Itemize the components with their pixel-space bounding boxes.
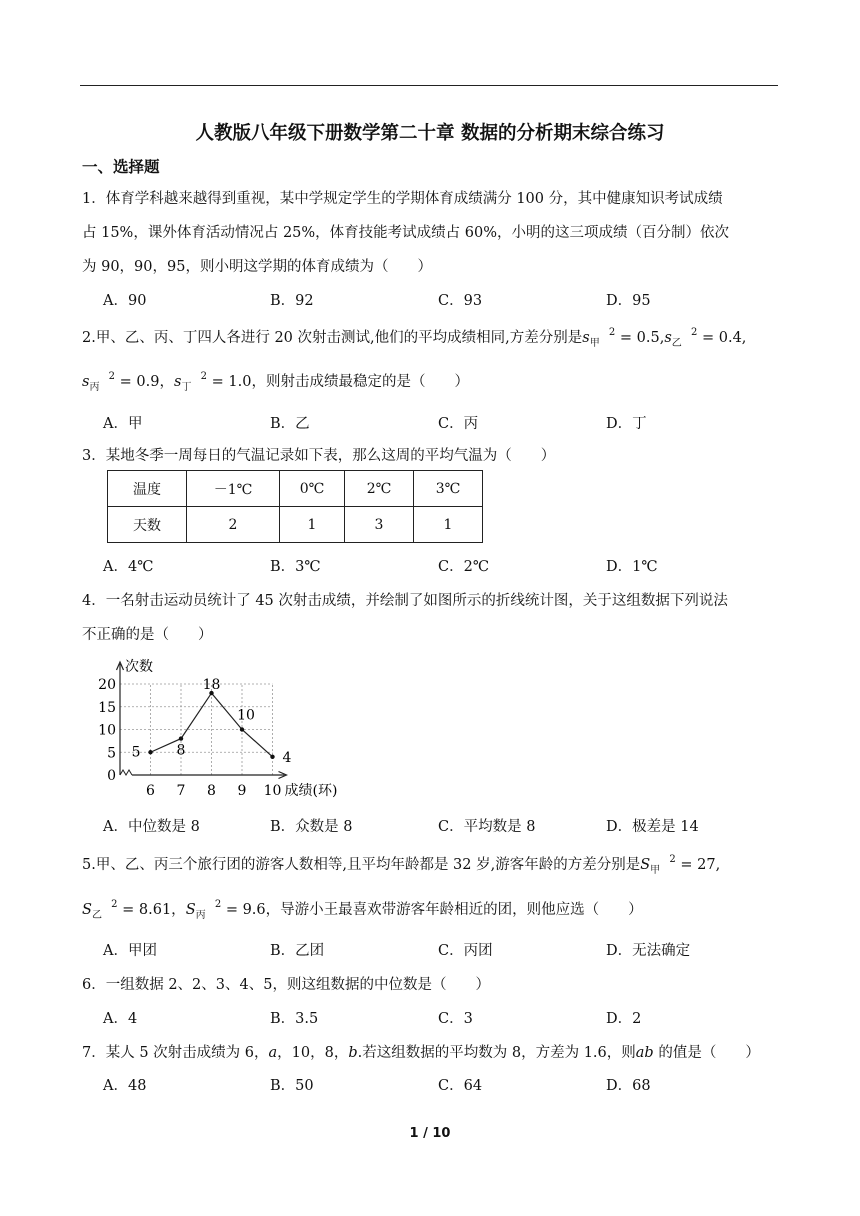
data-point — [240, 727, 244, 731]
q2-option-c[interactable]: C．丙 — [438, 416, 479, 432]
q3-option-a[interactable]: A．4℃ — [103, 559, 154, 575]
y-tick-label: 10 — [98, 722, 116, 739]
data-label: 8 — [176, 742, 186, 759]
q1-option-b[interactable]: B．92 — [270, 293, 314, 309]
q1-option-a[interactable]: A．90 — [103, 293, 147, 309]
table-row — [108, 471, 483, 507]
var-s-ding: $s_丁$ — [173, 374, 192, 393]
line-chart — [100, 650, 360, 810]
data-point — [179, 736, 183, 740]
q5-option-d[interactable]: D．无法确定 — [606, 943, 691, 959]
q7-stem: 7．某人 5 次射击成绩为 6，a，10，8，b.若这组数据的平均数为 8，方差为 1.6，则ab 的值是（ ） — [82, 1045, 760, 1061]
y-tick-label: 15 — [98, 699, 116, 716]
chart-grid — [120, 684, 273, 775]
y-tick-label: 0 — [107, 768, 116, 784]
x-tick-label: 6 — [146, 783, 155, 799]
q5-line-1: 5.甲、乙、丙三个旅行团的游客人数相等,且平均年龄都是 32 岁,游客年龄的方差分别是$S_甲$ $^2$ = 27, — [82, 854, 721, 876]
page-title: 人教版八年级下册数学第二十章 数据的分析期末综合练习 — [195, 123, 665, 144]
table-row — [108, 507, 483, 543]
chart-ticks — [98, 677, 281, 799]
header-rule — [80, 85, 778, 86]
q1-option-d[interactable]: D．95 — [606, 293, 651, 309]
data-point — [270, 755, 274, 759]
q2-line-2: $s_丙$ $^2$ = 0.9，$s_丁$ $^2$ = 1.0，则射击成绩最稳定的是（ ） — [82, 371, 469, 393]
table-cell: 温度 — [108, 471, 187, 507]
x-tick-label: 8 — [207, 783, 216, 799]
q5-option-c[interactable]: C．丙团 — [438, 943, 493, 959]
var-b: b — [348, 1045, 358, 1061]
q3-option-b[interactable]: B．3℃ — [270, 559, 321, 575]
q4-option-c[interactable]: C．平均数是 8 — [438, 819, 536, 835]
q6-option-b[interactable]: B．3.5 — [270, 1011, 319, 1027]
q5-option-a[interactable]: A．甲团 — [103, 943, 157, 959]
data-label: 10 — [237, 707, 255, 724]
data-label: 4 — [282, 749, 292, 766]
q4-option-b[interactable]: B．众数是 8 — [270, 819, 353, 835]
q7-option-a[interactable]: A．48 — [103, 1078, 147, 1094]
table-cell: 2℃ — [345, 471, 414, 507]
q1-line-2: 占 15%，课外体育活动情况占 25%，体育技能考试成绩占 60%，小明的这三项成绩（百分制）依次 — [82, 225, 730, 241]
var-s-yi: $s_乙$ — [664, 330, 682, 349]
q3-option-c[interactable]: C．2℃ — [438, 559, 490, 575]
table-cell: 1 — [280, 507, 345, 543]
var-S-jia: $S_甲$ — [640, 857, 661, 876]
axis-break-icon — [120, 770, 132, 775]
q2-line-1: 2.甲、乙、丙、丁四人各进行 20 次射击测试,他们的平均成绩相同,方差分别是$s_甲$ $^2 = 0.5,s_乙$ $^2$ = 0.4, — [82, 327, 747, 349]
q6-stem: 6．一组数据 2、2、3、4、5，则这组数据的中位数是（ ） — [82, 977, 490, 993]
table-cell: 天数 — [108, 507, 187, 543]
table-cell: 3℃ — [414, 471, 483, 507]
q4-option-d[interactable]: D．极差是 14 — [606, 819, 699, 835]
data-label: 18 — [202, 677, 221, 694]
q1-line-1: 1．体育学科越来越得到重视，某中学规定学生的学期体育成绩满分 100 分，其中健康知识考试成绩 — [82, 191, 723, 207]
q4-line-2: 不正确的是（ ） — [82, 627, 213, 643]
y-tick-label: 5 — [107, 745, 116, 762]
page-number: 1 / 10 — [409, 1126, 451, 1141]
x-tick-label: 9 — [237, 783, 247, 799]
q1-line-3: 为 90，90，95，则小明这学期的体育成绩为（ ） — [82, 259, 432, 275]
var-a: a — [268, 1045, 278, 1061]
temperature-table — [107, 470, 483, 543]
q2-option-b[interactable]: B．乙 — [270, 416, 310, 432]
x-tick-label: 7 — [176, 783, 186, 799]
x-tick-label: 10 — [263, 783, 282, 799]
table-cell: 2 — [187, 507, 280, 543]
chart-xlabel: 成绩(环) — [284, 783, 338, 799]
q2-option-d[interactable]: D．丁 — [606, 416, 647, 432]
q3-option-d[interactable]: D．1℃ — [606, 559, 658, 575]
data-label: 5 — [131, 744, 141, 761]
table-cell: 1 — [414, 507, 483, 543]
q6-option-c[interactable]: C．3 — [438, 1011, 473, 1027]
var-s-jia: $s_甲$ — [582, 330, 600, 349]
q7-option-b[interactable]: B．50 — [270, 1078, 314, 1094]
data-point — [148, 750, 152, 754]
q2-option-a[interactable]: A．甲 — [103, 416, 143, 432]
q5-option-b[interactable]: B．乙团 — [270, 943, 325, 959]
q7-option-c[interactable]: C．64 — [438, 1078, 483, 1094]
section-heading: 一、选择题 — [82, 158, 160, 176]
q4-line-1: 4．一名射击运动员统计了 45 次射击成绩，并绘制了如图所示的折线统计图，关于这组数据下列说法 — [82, 593, 728, 609]
q1-option-c[interactable]: C．93 — [438, 293, 483, 309]
var-ab: ab — [635, 1045, 654, 1061]
q5-stem: 5.甲、乙、丙三个旅行团的游客人数相等,且平均年龄都是 32 岁,游客年龄的方差分别是 — [82, 857, 641, 873]
q3-stem: 3．某地冬季一周每日的气温记录如下表，那么这周的平均气温为（ ） — [82, 448, 556, 464]
q7-option-d[interactable]: D．68 — [606, 1078, 651, 1094]
table-cell: 3 — [345, 507, 414, 543]
var-s-bing: $s_丙$ — [82, 374, 100, 393]
var-S-yi: $S_乙$ — [82, 902, 102, 921]
var-S-bing: $S_丙$ — [185, 902, 206, 921]
q6-option-d[interactable]: D．2 — [606, 1011, 642, 1027]
table-cell: 0℃ — [280, 471, 345, 507]
q2-stem: 2.甲、乙、丙、丁四人各进行 20 次射击测试,他们的平均成绩相同,方差分别是 — [82, 330, 583, 346]
chart-axes — [117, 662, 287, 779]
chart-ylabel: 次数 — [125, 659, 153, 675]
q6-option-a[interactable]: A．4 — [103, 1011, 138, 1027]
table-cell: －1℃ — [187, 471, 280, 507]
q5-line-2: $S_乙$ $^2$ = 8.61，$S_丙$ $^2$ = 9.6，导游小王最喜欢带游客年龄相近的团，则他应选（ ） — [82, 899, 643, 921]
y-tick-label: 20 — [98, 677, 116, 693]
q4-option-a[interactable]: A．中位数是 8 — [103, 819, 200, 835]
